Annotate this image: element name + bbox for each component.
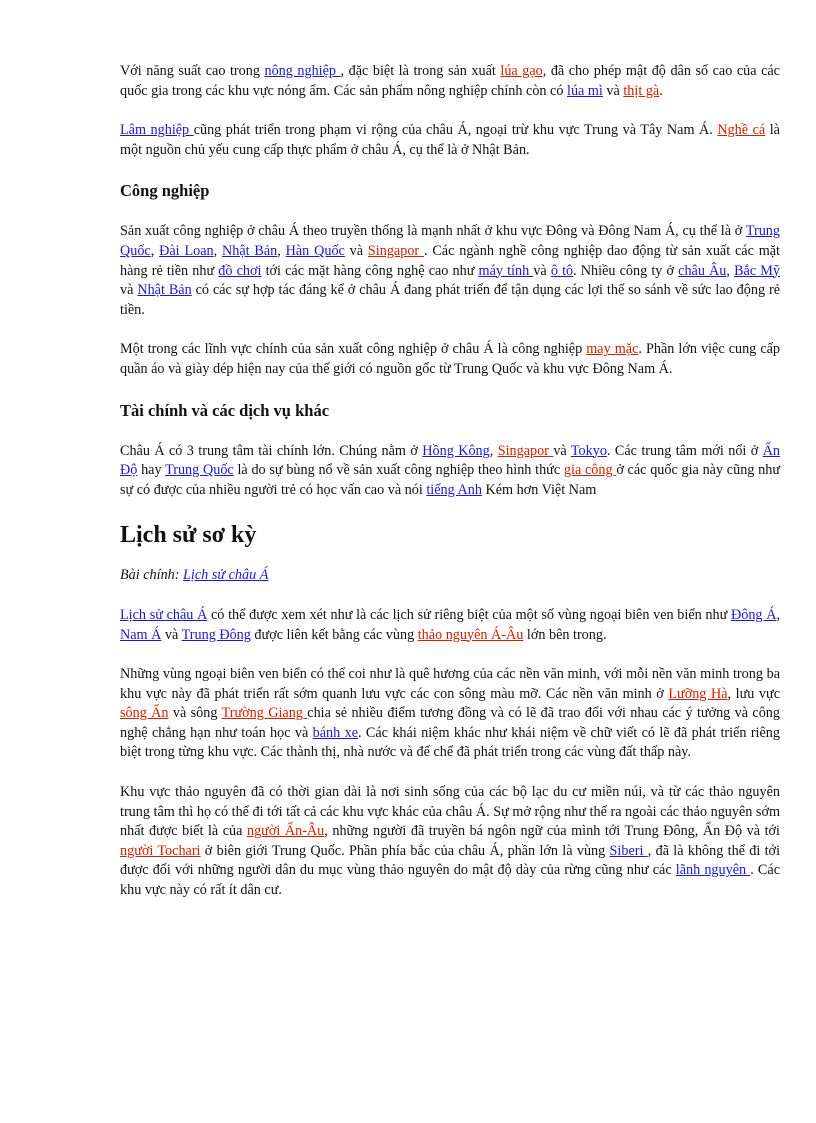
link-nguoi-an-au[interactable]: người Ấn-Âu bbox=[246, 823, 325, 840]
link-han-quoc[interactable]: Hàn Quốc bbox=[285, 242, 345, 259]
link-nong-nghiep[interactable]: nông nghiệp bbox=[264, 63, 341, 79]
link-hong-kong[interactable]: Hồng Kông bbox=[422, 442, 490, 459]
link-banh-xe[interactable]: bánh xe bbox=[312, 724, 358, 741]
paragraph-steppe: Khu vực thảo nguyên đã có thời gian dài là nơi sinh sống của các bộ lạc du cư miền núi, và từ các thảo nguyên trung tâm thì họ có thể đi tới tất cả các khu vực khác của châu Á. Sự mở rộng như thế ra ngoài các thảo nguyên sớm nhất được biết là của người Ấn-Âu, những người đã truyền bá ngôn ngữ của mình tới Trung Đông, Ấn Độ và tới người Tochari ở biên giới Trung Quốc. Phần phía bắc của châu Á, phần lớn là vùng Siberi , đã là không thể đi tới được đối với những người dân du mục vùng thảo nguyên do mật độ dày của rừng cũng như các lãnh nguyên . Các khu vực này có rất ít dân cư. bbox=[120, 784, 781, 899]
link-chau-au[interactable]: châu Âu bbox=[678, 262, 727, 279]
link-lanh-nguyen[interactable]: lãnh nguyên bbox=[675, 862, 751, 879]
main-article-note: Bài chính: Lịch sử châu Á bbox=[120, 567, 269, 584]
link-truong-giang[interactable]: Trường Giang bbox=[221, 705, 308, 722]
heading-lich-su-so-ky: Lịch sử sơ kỳ bbox=[120, 522, 257, 549]
link-luong-ha[interactable]: Lưỡng Hà bbox=[668, 685, 728, 702]
link-nghe-ca[interactable]: Nghề cá bbox=[717, 122, 766, 139]
link-trung-dong[interactable]: Trung Đông bbox=[181, 626, 251, 643]
link-bac-my[interactable]: Bắc Mỹ bbox=[734, 262, 780, 279]
link-song-an[interactable]: sông Ấn bbox=[120, 705, 169, 722]
link-thao-nguyen-a-au[interactable]: thảo nguyên Á-Âu bbox=[417, 626, 524, 643]
link-lam-nghiep[interactable]: Lâm nghiệp bbox=[120, 122, 194, 139]
link-siberi[interactable]: Siberi bbox=[609, 842, 648, 859]
heading-cong-nghiep: Công nghiệp bbox=[120, 181, 210, 201]
link-singapor-2[interactable]: Singapor bbox=[497, 442, 554, 459]
link-trung-quoc[interactable]: Trung Quốc bbox=[120, 223, 780, 259]
paragraph-forestry: Lâm nghiệp cũng phát triển trong phạm vi rộng của châu Á, ngoại trừ khu vực Trung và Tây Nam Á. Nghề cá là một nguồn chủ yếu cung cấp thực phẩm ở châu Á, cụ thể là ở Nhật Bản. bbox=[120, 122, 780, 158]
link-o-to[interactable]: ô tô bbox=[550, 262, 574, 279]
paragraph-early-history: Lịch sử châu Á có thể được xem xét như là các lịch sử riêng biệt của một số vùng ngoại biên ven biển như Đông Á, Nam Á và Trung Đông được liên kết bằng các vùng thảo nguyên Á-Âu lớn bên trong. bbox=[120, 606, 780, 643]
heading-tai-chinh: Tài chính và các dịch vụ khác bbox=[120, 400, 330, 420]
paragraph-garment: Một trong các lĩnh vực chính của sản xuất công nghiệp ở châu Á là công nghiệp may mặc. Phần lớn việc cung cấp quần áo và giày dép hiện nay của thế giới có nguồn gốc từ Trung Quốc và khu vực Đông Nam Á. bbox=[120, 341, 781, 377]
link-thit-ga[interactable]: thịt gà bbox=[623, 82, 660, 99]
link-dai-loan[interactable]: Đài Loan bbox=[159, 242, 214, 259]
link-nguoi-tochari[interactable]: người Tochari bbox=[120, 842, 201, 859]
link-an-do[interactable]: Ấn Độ bbox=[120, 442, 781, 479]
link-dong-a[interactable]: Đông Á bbox=[730, 606, 777, 623]
link-tieng-anh[interactable]: tiếng Anh bbox=[426, 481, 482, 498]
link-lua-gao[interactable]: lúa gạo bbox=[500, 63, 543, 79]
paragraph-industry: Sản xuất công nghiệp ở châu Á theo truyền thống là mạnh nhất ở khu vực Đông và Đông Nam Á, cụ thể là ở Trung Quốc, Đài Loan, Nhật Bản, Hàn Quốc và Singapor . Các ngành nghề công nghiệp dao động từ sản xuất các mặt hàng rẻ tiền như đồ chơi tới các mặt hàng công nghệ cao như máy tính và ô tô. Nhiều công ty ở châu Âu, Bắc Mỹ và Nhật Bản có các sự hợp tác đáng kể ở châu Á đang phát triển để tận dụng các lợi thế so sánh về sức lao động rẻ tiền. bbox=[120, 223, 781, 318]
link-may-mac[interactable]: may mặc bbox=[586, 341, 639, 358]
paragraph-agriculture: Với năng suất cao trong nông nghiệp , đặc biệt là trong sản xuất lúa gạo, đã cho phép mật độ dân số cao của các quốc gia trong các khu vực nóng ẩm. Các sản phẩm nông nghiệp chính còn có lúa mì và thịt gà. bbox=[120, 63, 780, 99]
paragraph-finance: Châu Á có 3 trung tâm tài chính lớn. Chúng nằm ở Hồng Kông, Singapor và Tokyo. Các trung tâm mới nổi ở Ấn Độ hay Trung Quốc là do sự bùng nổ về sản xuất công nghiệp theo hình thức gia công ở các quốc gia này cũng như sự có được của nhiều người trẻ có học vấn cao và nói tiếng Anh Kém hơn Việt Nam bbox=[120, 442, 781, 498]
link-lua-mi[interactable]: lúa mì bbox=[567, 82, 603, 99]
link-lich-su-chau-a-main[interactable]: Lịch sử châu Á bbox=[183, 567, 269, 584]
link-trung-quoc-2[interactable]: Trung Quốc bbox=[165, 462, 234, 479]
link-singapor[interactable]: Singapor bbox=[367, 242, 424, 259]
link-tokyo[interactable]: Tokyo bbox=[570, 442, 607, 459]
document-page bbox=[120, 62, 780, 921]
link-do-choi[interactable]: đồ chơi bbox=[218, 262, 262, 279]
link-nhat-ban-2[interactable]: Nhật Bản bbox=[137, 282, 192, 299]
link-nhat-ban[interactable]: Nhật Bản bbox=[221, 242, 278, 259]
link-lich-su-chau-a[interactable]: Lịch sử châu Á bbox=[120, 606, 208, 623]
link-may-tinh[interactable]: máy tính bbox=[478, 262, 534, 279]
paragraph-civilizations: Những vùng ngoại biên ven biển có thể coi như là quê hương của các nền văn minh, với mỗi nền văn minh trong ba khu vực này đã phát triển rất sớm quanh lưu vực các con sông màu mỡ. Các nền văn minh ở Lưỡng Hà, lưu vực sông Ấn và sông Trường Giang chia sẻ nhiều điểm tương đồng và có lẽ đã trao đổi với nhau các ý tưởng và công nghệ chẳng hạn như toán học và bánh xe. Các khái niệm khác như khái niệm về chữ viết có lẽ đã phát triển riêng biệt trong từng khu vực. Các thành thị, nhà nước và đế chế đã phát triển trong các vùng đất thấp này. bbox=[120, 666, 780, 761]
link-gia-cong[interactable]: gia công bbox=[563, 462, 617, 479]
link-nam-a[interactable]: Nam Á bbox=[120, 626, 162, 643]
